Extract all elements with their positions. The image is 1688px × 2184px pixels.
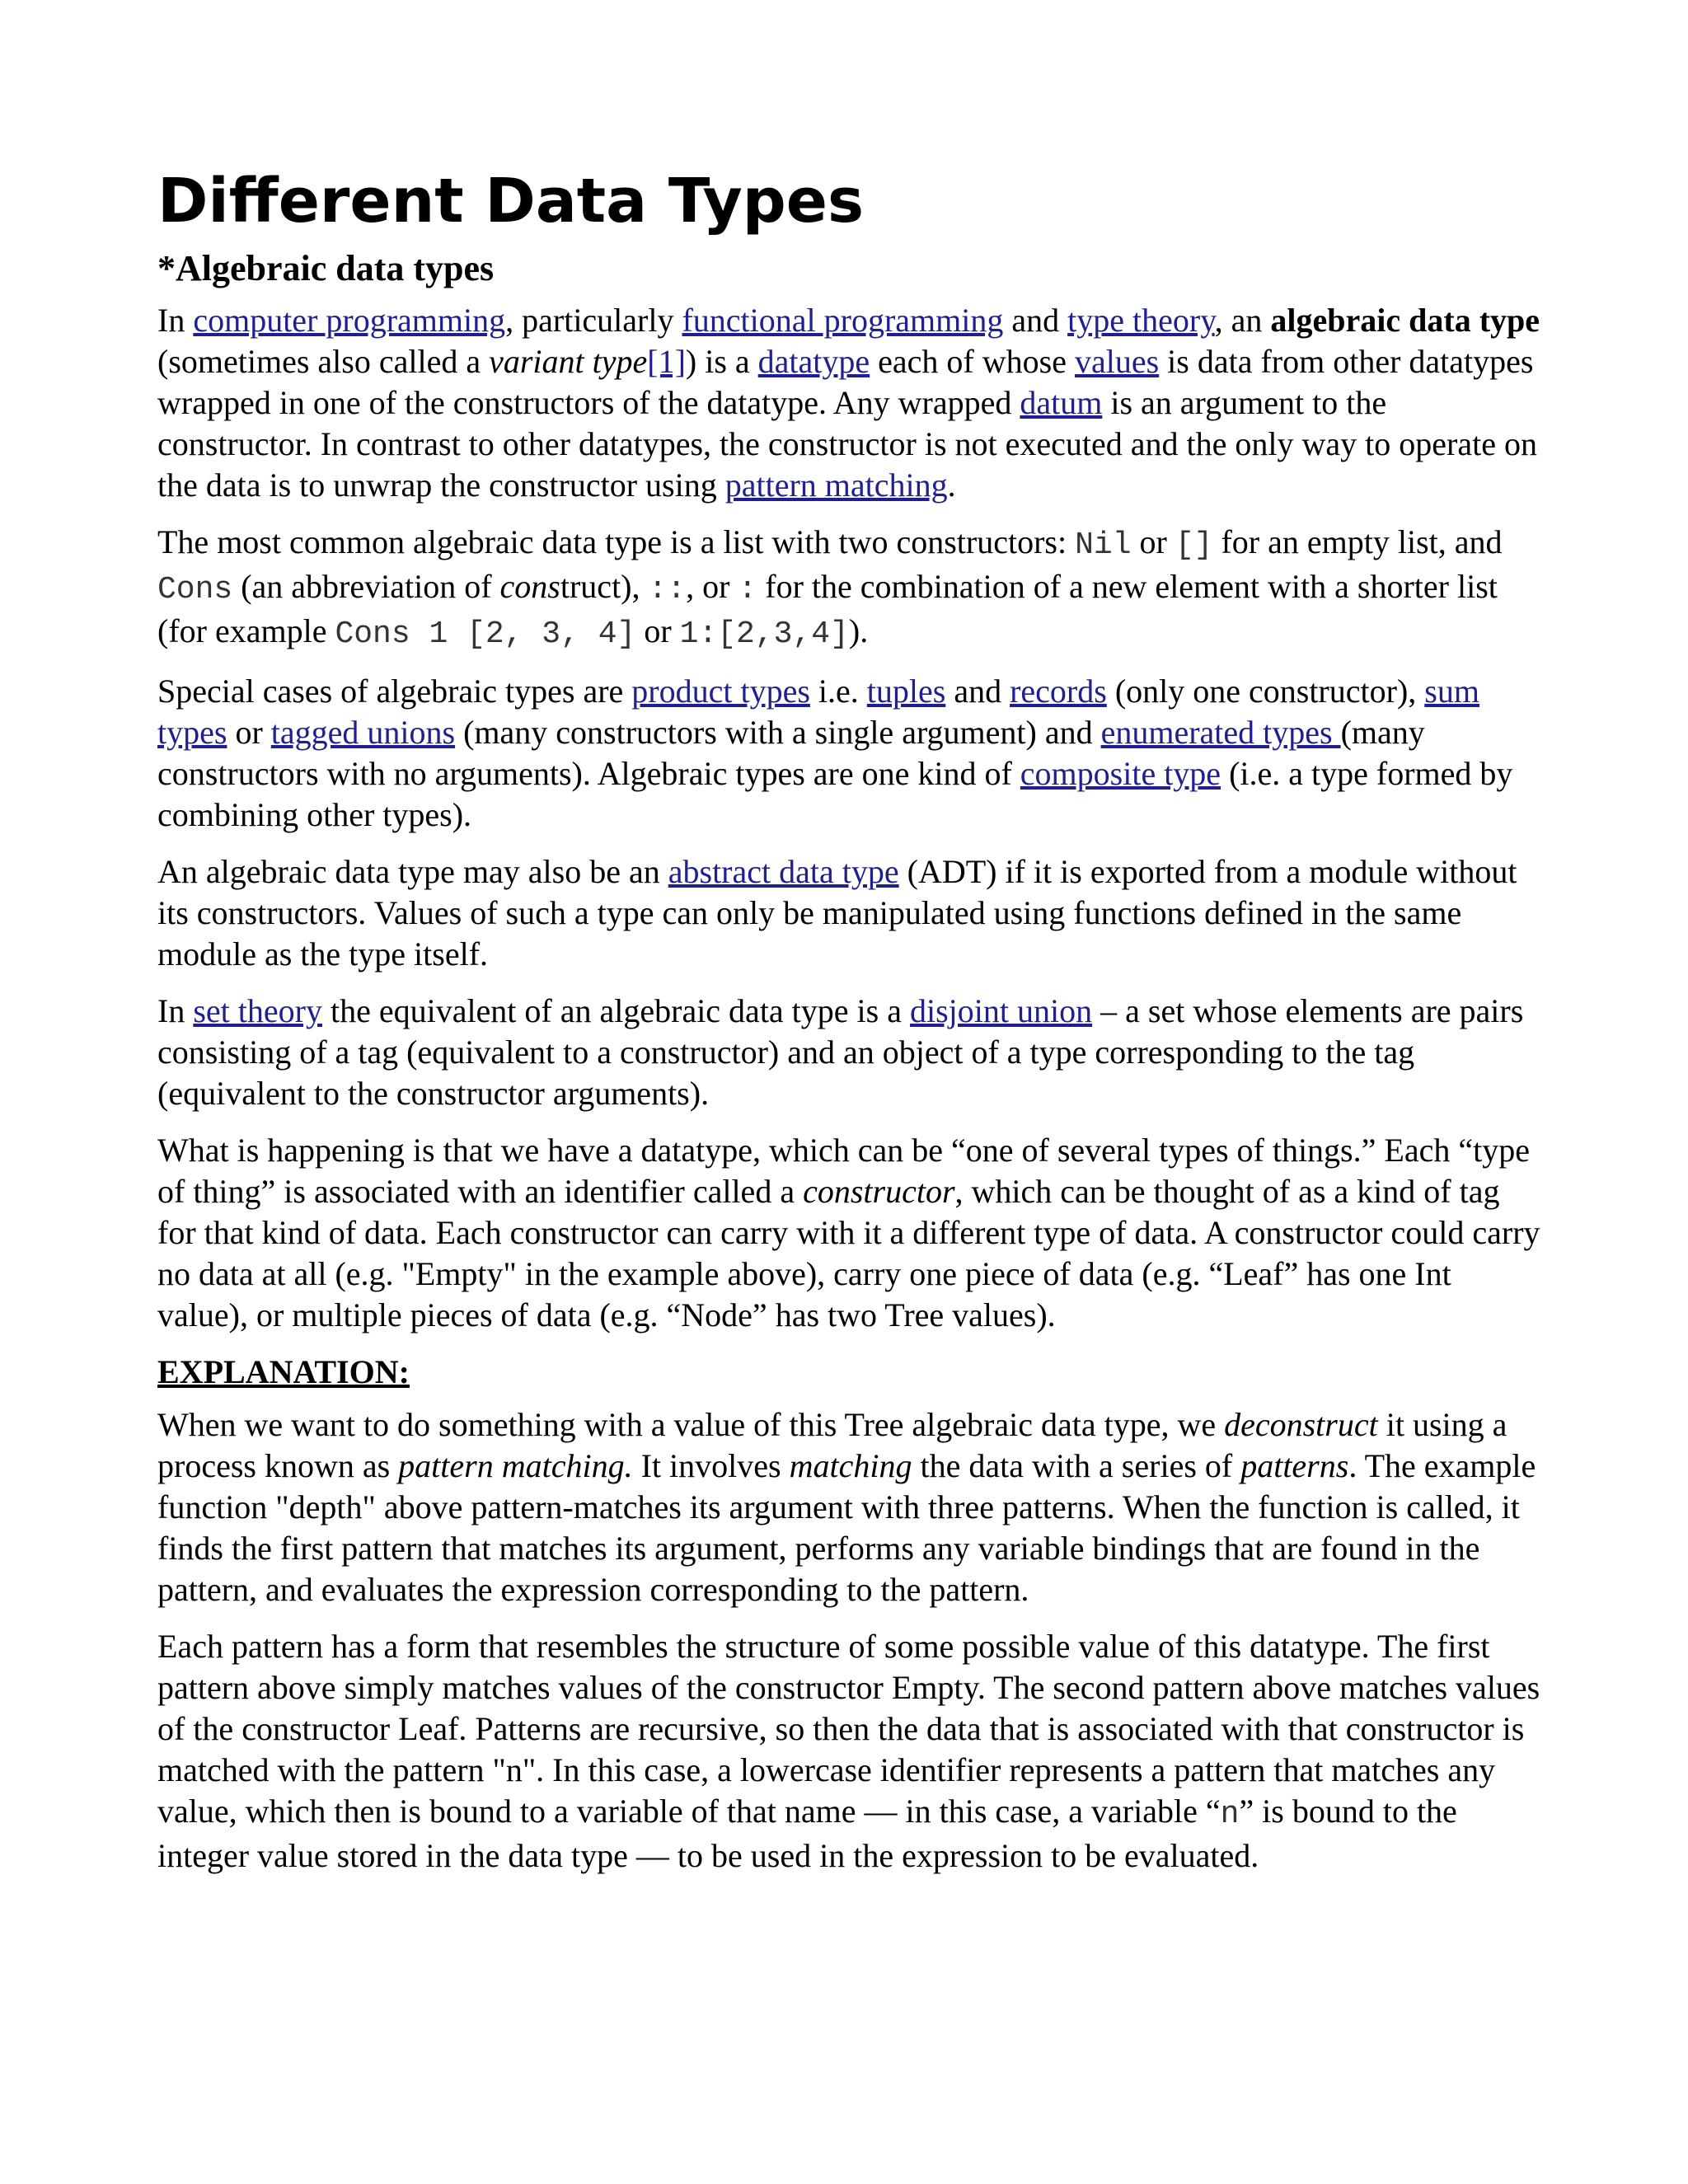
paragraph-pattern-matching [157, 1404, 1542, 1610]
text: , particularly [505, 302, 682, 339]
text: An algebraic data type may also be an [157, 853, 668, 890]
text: (only one constructor), [1106, 673, 1425, 710]
text: (an abbreviation of [232, 568, 500, 605]
term-deconstruct: deconstruct [1224, 1406, 1378, 1443]
code-colon: : [738, 572, 757, 607]
text: In [157, 302, 194, 339]
text: What is happening is that we have a datatype, which can be “one of several types of things.” Each “type of thing” is associated with an identifier called a [157, 1132, 1530, 1210]
explanation-heading: EXPLANATION: [157, 1353, 410, 1390]
text: i.e. [809, 673, 867, 710]
link-sum-types[interactable]: sum types [157, 673, 1479, 751]
text: or [1131, 523, 1175, 560]
link-tagged-unions[interactable]: tagged unions [270, 714, 456, 751]
text: Special cases of algebraic types are [157, 673, 632, 710]
link-disjoint-union[interactable]: disjoint union [909, 992, 1093, 1029]
code-n: n [1220, 1797, 1240, 1832]
link-functional-programming[interactable]: functional programming [682, 302, 1004, 339]
text: , an [1214, 302, 1271, 339]
text: is an argument to the constructor. In contrast to other datatypes, the constructor is not executed and the only way to operate on the data is to unwrap the constructor using [157, 384, 1537, 504]
text: for an empty list, and [1212, 523, 1503, 560]
link-abstract-data-type[interactable]: abstract data type [668, 853, 899, 890]
text: (i.e. a type formed by combining other types). [157, 755, 1513, 833]
link-datatype[interactable]: datatype [757, 343, 870, 380]
text: ” is bound to the integer value stored in the data type — to be used in the expression to be evaluated. [157, 1793, 1457, 1874]
text: or [635, 612, 680, 649]
text: and [945, 673, 1010, 710]
text: each of whose [870, 343, 1075, 380]
link-datum[interactable]: datum [1020, 384, 1103, 421]
link-type-theory[interactable]: type theory [1067, 302, 1215, 339]
text: . [947, 466, 956, 504]
text: Each pattern has a form that resembles the structure of some possible value of this datatype. The first pattern above simply matches values of the constructor Empty. The second pattern above matches values of the constructor Leaf. Patterns are recursive, so then the data that is associated with that constructor is matched with the pattern "n". In this case, a lowercase identifier represents a pattern that matches any value, which then is bound to a variable of that name — in this case, a variable “ [157, 1628, 1540, 1830]
term-matching: matching [789, 1447, 912, 1484]
link-enumerated-types[interactable]: enumerated types [1100, 714, 1341, 751]
term-patterns: patterns [1240, 1447, 1349, 1484]
code-double-colon: :: [648, 572, 687, 607]
text: the data with a series of [912, 1447, 1241, 1484]
text: (many constructors with a single argument) and [455, 714, 1101, 751]
paragraph-abstract-data-type [157, 851, 1542, 975]
code-example-cons: Cons 1 [2, 3, 4] [335, 616, 636, 652]
text: it using a process known as [157, 1406, 1507, 1484]
code-nil: Nil [1075, 527, 1132, 563]
link-records[interactable]: records [1010, 673, 1107, 710]
term-pattern-matching: pattern matching. [398, 1447, 633, 1484]
section-subtitle: *Algebraic data types [157, 248, 495, 288]
paragraph-intro [157, 300, 1542, 506]
code-empty-list: [] [1175, 527, 1213, 563]
term-algebraic-data-type: algebraic data type [1270, 302, 1540, 339]
text: It involves [632, 1447, 790, 1484]
text: (sometimes also called a [157, 343, 490, 380]
term-variant-type: variant type [489, 343, 648, 380]
text: , which can be thought of as a kind of tag for that kind of data. Each constructor can carry with it a different type of data. A constructor could carry no data at all (e.g. "Empty" in the example above), carry one piece of data (e.g. “Leaf” has one Int value), or multiple pieces of data (e.g. “Node” has two Tree values). [157, 1173, 1540, 1333]
text: The most common algebraic data type is a list with two constructors: [157, 523, 1076, 560]
term-cons: cons [499, 568, 560, 605]
paragraph-list-example [157, 522, 1542, 655]
paragraph-pattern-structure [157, 1626, 1542, 1877]
link-reference-1[interactable]: [1] [647, 343, 686, 380]
paragraph-special-cases [157, 671, 1542, 836]
link-set-theory[interactable]: set theory [193, 992, 322, 1029]
text: – a set whose elements are pairs consisting of a tag (equivalent to a constructor) and an object of a type corresponding to the tag (equivalent to the constructor arguments). [157, 992, 1524, 1112]
text: When we want to do something with a value of this Tree algebraic data type, we [157, 1406, 1225, 1443]
page-title: Different Data Types [157, 166, 864, 237]
text: . The example function "depth" above pattern-matches its argument with three patterns. When the function is called, it finds the first pattern that matches its argument, performs any variable bindings that are found in the pattern, and evaluates the expression corresponding to the pattern. [157, 1447, 1536, 1608]
code-example-colon: 1:[2,3,4] [679, 616, 849, 652]
text: ). [848, 612, 869, 649]
link-product-types[interactable]: product types [631, 673, 810, 710]
text: is data from other datatypes wrapped in one of the constructors of the datatype. Any wrapped [157, 343, 1534, 421]
link-computer-programming[interactable]: computer programming [193, 302, 506, 339]
link-pattern-matching[interactable]: pattern matching [724, 466, 948, 504]
paragraph-set-theory [157, 991, 1542, 1114]
link-composite-type[interactable]: composite type [1020, 755, 1221, 792]
text: (many constructors with no arguments). Algebraic types are one kind of [157, 714, 1425, 792]
text: ) is a [685, 343, 758, 380]
text: or [227, 714, 271, 751]
code-cons: Cons [157, 572, 233, 607]
text: truct), [560, 568, 649, 605]
text: and [1003, 302, 1068, 339]
paragraph-constructors [157, 1130, 1542, 1336]
text: the equivalent of an algebraic data type is a [321, 992, 910, 1029]
term-constructor: constructor [803, 1173, 955, 1210]
text: , or [686, 568, 738, 605]
text: In [157, 992, 194, 1029]
link-values[interactable]: values [1074, 343, 1160, 380]
link-tuples[interactable]: tuples [866, 673, 946, 710]
text: (ADT) if it is exported from a module without its constructors. Values of such a type can only be manipulated using functions defined in the same module as the type itself. [157, 853, 1517, 972]
text: for the combination of a new element with a shorter list (for example [157, 568, 1498, 649]
document-page [157, 162, 1542, 1892]
